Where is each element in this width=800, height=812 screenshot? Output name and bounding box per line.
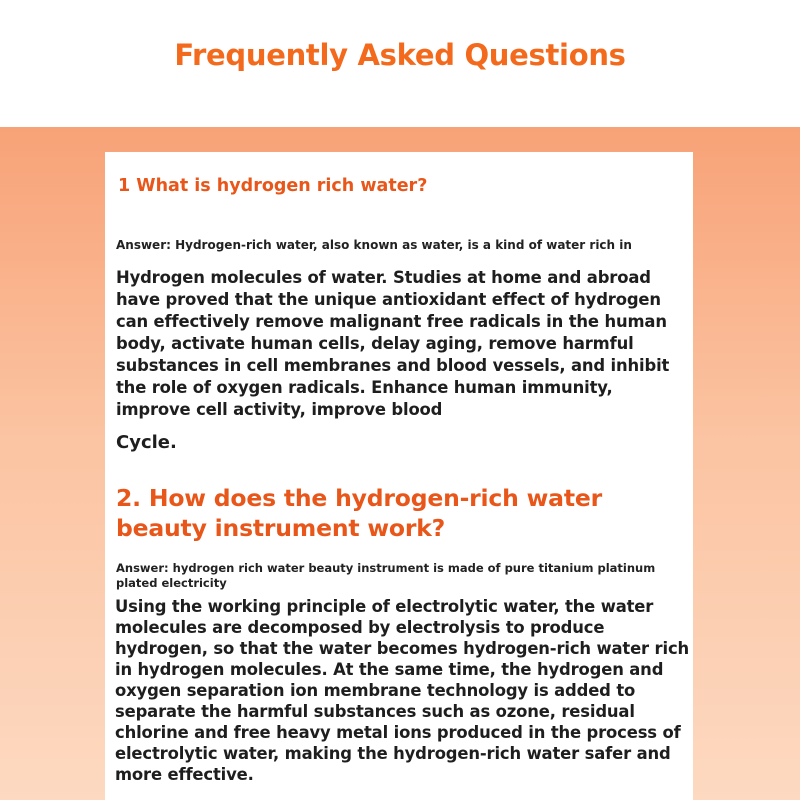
faq-answer-1-body: Hydrogen molecules of water. Studies at home and abroad have proved that the unique antioxidant effect of hydrogen can effectively remove malignant free radicals in the human body, activate human cells, delay aging, remove harmful substances in cell membranes and blood vessels, and inhibit the role of oxygen radicals. Enhance human immunity, improve cell activity, improve blood	[116, 268, 670, 419]
faq-answer-2-lead: Answer: hydrogen rich water beauty instrument is made of pure titanium platinum plated electricity	[116, 561, 656, 590]
faq-question-1: 1 What is hydrogen rich water?	[118, 176, 428, 196]
faq-question-2: 2. How does the hydrogen-rich water beauty instrument work?	[116, 484, 602, 542]
faq-answer-1-lead: Answer: Hydrogen-rich water, also known as water, is a kind of water rich in	[116, 238, 632, 252]
faq-answer-2-body: Using the working principle of electrolytic water, the water molecules are decomposed by electrolysis to produce hydrogen, so that the water becomes hydrogen-rich water rich in hydrogen molecules. At the same time, the hydrogen and oxygen separation ion membrane technology is added to separate the harmful substances such as ozone, residual chlorine and free heavy metal ions produced in the process of electrolytic water, making the hydrogen-rich water safer and more effective.	[115, 597, 690, 784]
page-title: Frequently Asked Questions	[174, 38, 626, 72]
faq-answer-1-tail: Cycle.	[116, 432, 177, 453]
